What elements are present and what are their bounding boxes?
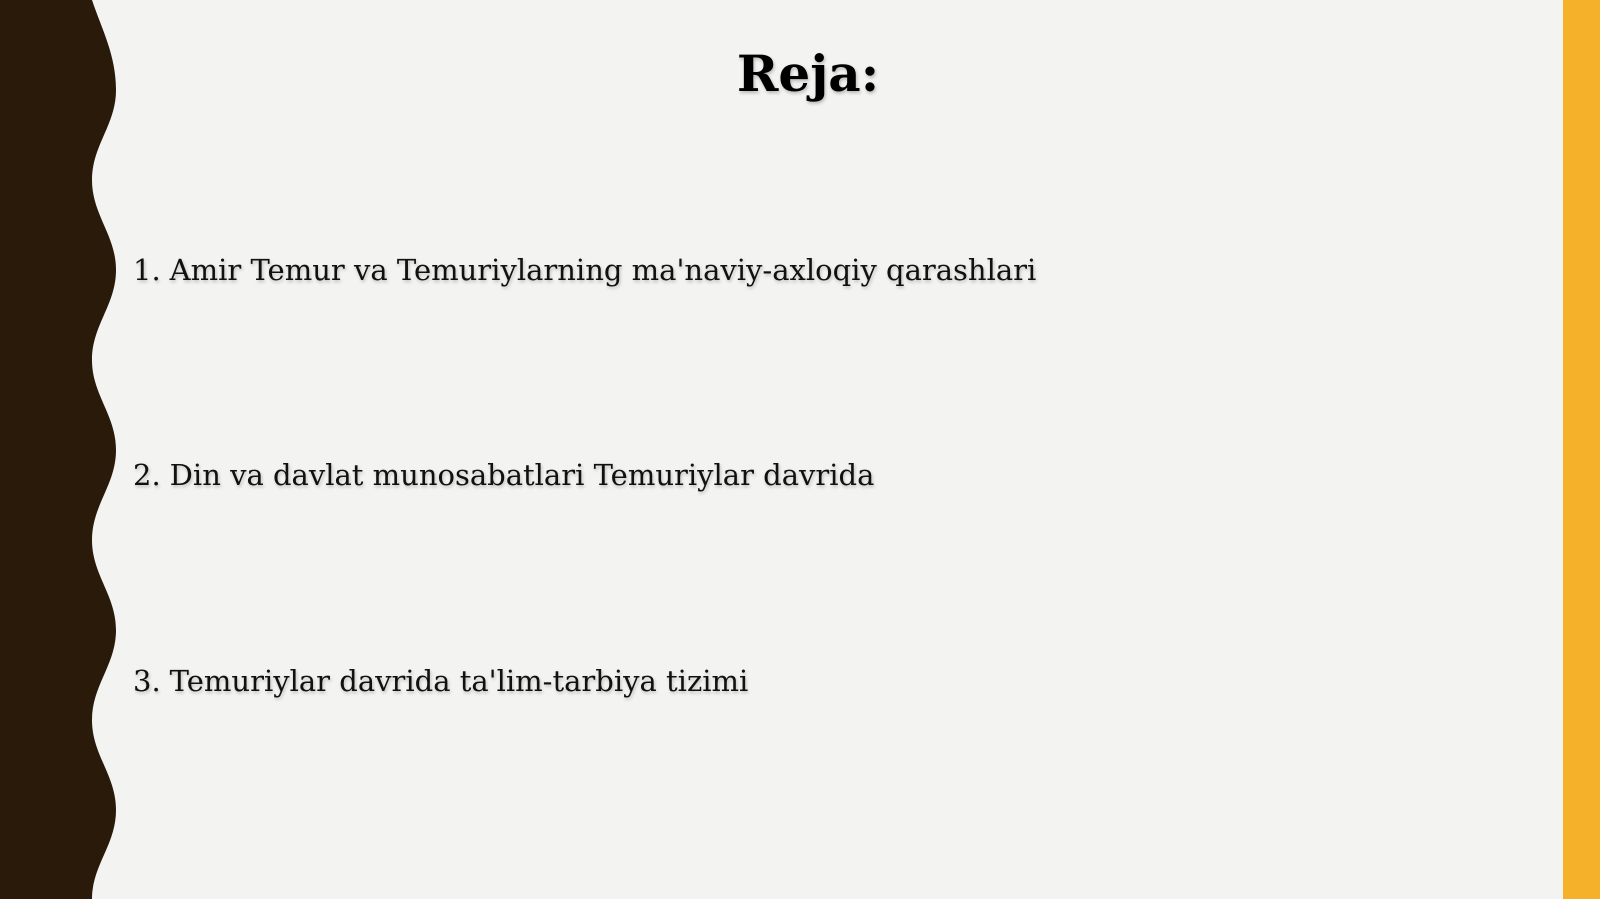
- plan-item-number: 3.: [133, 664, 161, 698]
- plan-item: [133, 455, 874, 495]
- plan-item-number: 2.: [133, 458, 161, 492]
- plan-item-text: Din va davlat munosabatlari Temuriylar davrida: [169, 458, 875, 492]
- slide-title: Reja:: [736, 44, 880, 103]
- plan-item-text: Temuriylar davrida ta'lim-tarbiya tizimi: [169, 664, 749, 698]
- plan-item-text: Amir Temur va Temuriylarning ma'naviy-axloqiy qarashlari: [169, 253, 1037, 287]
- left-wave-band: [0, 0, 130, 899]
- plan-item-number: 1.: [133, 253, 161, 287]
- plan-item: [133, 250, 1036, 290]
- plan-item: [133, 661, 748, 701]
- right-accent-bar: [1563, 0, 1600, 899]
